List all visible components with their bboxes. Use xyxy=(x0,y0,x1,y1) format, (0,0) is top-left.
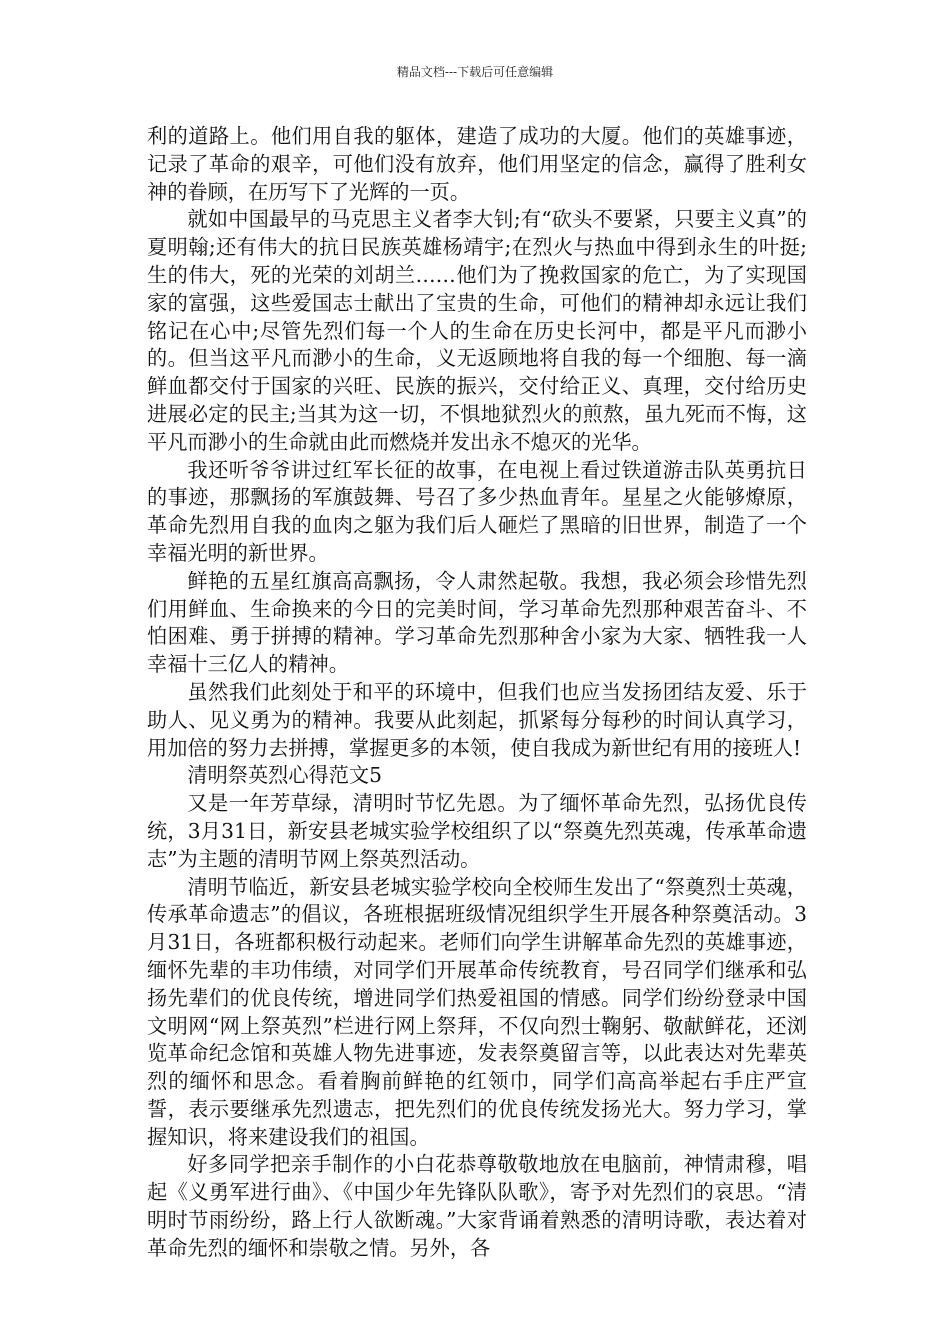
paragraph-white-flowers: 好多同学把亲手制作的小白花恭尊敬敬地放在电脑前，神情肃穆，唱起《义勇军进行曲》、《中国少年先锋队队歌》，寄予对先烈们的哀思。“清明时节雨纷纷，路上行人欲断魂。”大家背诵着熟悉的清明诗歌，表达着对革命先烈的缅怀和崇敬之情。另外，各 xyxy=(147,1152,807,1260)
document-body xyxy=(147,123,807,1263)
section-heading: 清明祭英烈心得范文5 xyxy=(187,763,382,788)
paragraph-flag: 鲜艳的五星红旗高高飘扬，令人肃然起敬。我想，我必须会珍惜先烈们用鲜血、生命换来的今日的完美时间，学习革命先烈那种艰苦奋斗、不怕困难、勇于拼搏的精神。学习革命先烈那种舍小家为大家、牺牲我一人幸福十三亿人的精神。 xyxy=(147,568,807,677)
paragraph-school-activity: 清明节临近，新安县老城实验学校向全校师生发出了“祭奠烈士英魂，传承革命遗志”的倡议，各班根据班级情况组织学生开展各种祭奠活动。3月31日，各班都积极行动起来。老师们向学生讲解革命先烈的英雄事迹，缅怀先辈的丰功伟绩，对同学们开展革命传统教育，号召同学们继承和弘扬先辈们的优良传统，增进同学们热爱祖国的情感。同学们纷纷登录中国文明网“网上祭英烈”栏进行网上祭拜，不仅向烈士鞠躬、敬献鲜花，还浏览革命纪念馆和英雄人物先进事迹，发表祭奠留言等，以此表达对先辈英烈的缅怀和思念。看着胸前鲜艳的红领巾，同学们高高举起右手庄严宣誓，表示要继承先烈遗志，把先烈们的优良传统发扬光大。努力学习，掌握知识，将来建设我们的祖国。 xyxy=(147,874,807,1149)
paragraph-continuation: 利的道路上。他们用自我的躯体，建造了成功的大厦。他们的英雄事迹，记录了革命的艰辛，可他们没有放弃，他们用坚定的信念，赢得了胜利女神的眷顾，在历写下了光辉的一页。 xyxy=(147,124,807,204)
paragraph-grandfather-stories: 我还听爷爷讲过红军长征的故事，在电视上看过铁道游击队英勇抗日的事迹，那飘扬的军旗鼓舞、号召了多少热血青年。星星之火能够燎原，革命先烈用自我的血肉之躯为我们后人砸烂了黑暗的旧世界，制造了一个幸福光明的新世界。 xyxy=(147,457,807,565)
paragraph-qingming-intro: 又是一年芳草绿，清明时节忆先恩。为了缅怀革命先烈，弘扬优良传统，3月31日，新安县老城实验学校组织了以“祭奠先烈英魂，传承革命遗志”为主题的清明节网上祭英烈活动。 xyxy=(147,791,807,871)
page-header: 精品文档---下载后可任意编辑 xyxy=(396,65,554,79)
paragraph-peace: 虽然我们此刻处于和平的环境中，但我们也应当发扬团结友爱、乐于助人、见义勇为的精神。我要从此刻起，抓紧每分每秒的时间认真学习，用加倍的努力去拼搏，掌握更多的本领，使自我成为新世纪有用的接班人! xyxy=(147,679,807,760)
paragraph-martyrs: 就如中国最早的马克思主义者李大钊;有“砍头不要紧，只要主义真”的夏明翰;还有伟大的抗日民族英雄杨靖宇;在烈火与热血中得到永生的叶挺;生的伟大，死的光荣的刘胡兰……他们为了挽救国家的危亡，为了实现国家的富强，这些爱国志士献出了宝贵的生命，可他们的精神却永远让我们铭记在心中;尽管先烈们每一个人的生命在历史长河中，都是平凡而渺小的。但当这平凡而渺小的生命，义无返顾地将自我的每一个细胞、每一滴鲜血都交付于国家的兴旺、民族的振兴，交付给正义、真理，交付给历史进展必定的民主;当其为这一切，不惧地狱烈火的煎熬，虽九死而不悔，这平凡而渺小的生命就由此而燃烧并发出永不熄灭的光华。 xyxy=(147,207,807,454)
